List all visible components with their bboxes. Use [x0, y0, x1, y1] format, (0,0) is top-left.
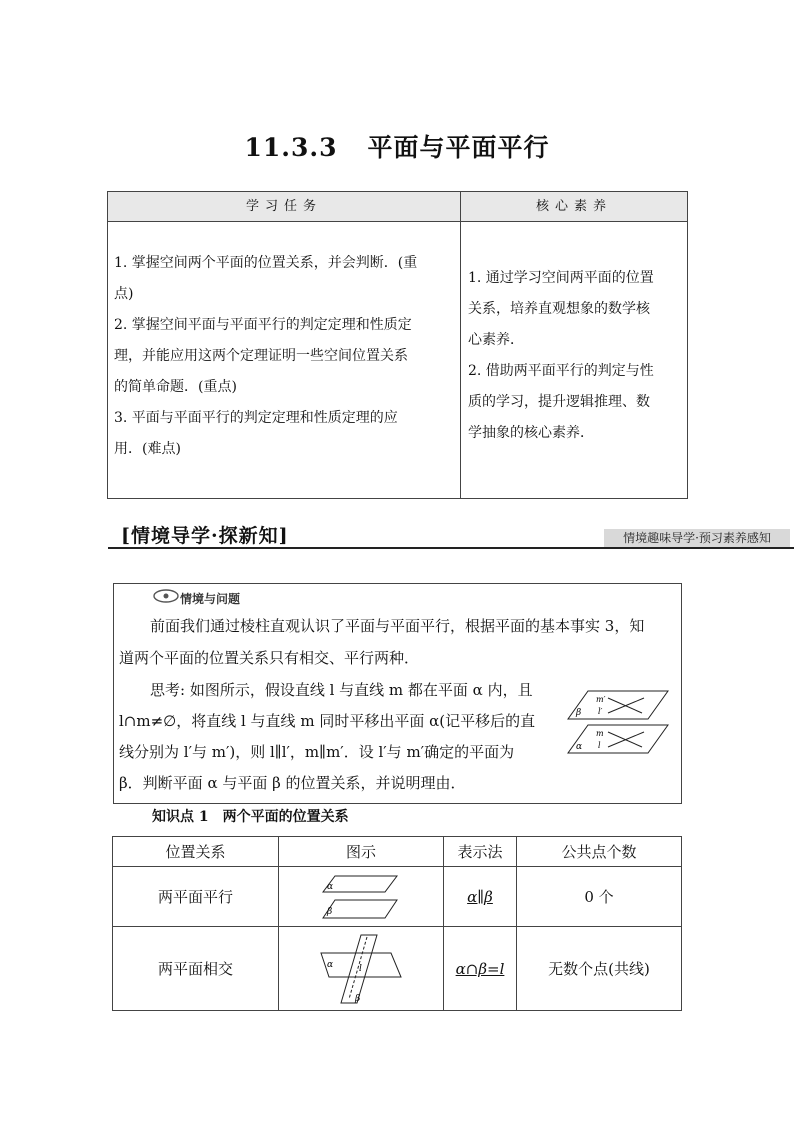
task-line: 的简单命题．(重点) — [114, 379, 237, 395]
literacy-line: 1. 通过学习空间两平面的位置 — [468, 270, 654, 286]
notation-cell — [444, 927, 517, 1011]
situation-line-1: 前面我们通过棱柱直观认识了平面与平面平行，根据平面的基本事实 3，知 — [150, 617, 645, 635]
position-relation-table — [112, 836, 682, 1011]
notation-cell — [444, 867, 517, 927]
count-cell: 无数个点(共线) — [517, 927, 682, 1011]
fig-line-l: l — [359, 963, 362, 974]
col-header: 公共点个数 — [517, 837, 682, 867]
relation-cell: 两平面相交 — [113, 927, 279, 1011]
fig-beta: β — [327, 906, 333, 917]
fig-top-l: l′ — [598, 707, 603, 716]
column-divider — [460, 192, 461, 498]
literacy-column — [468, 263, 654, 449]
literacy-line: 2. 借助两平面平行的判定与性 — [468, 363, 654, 379]
header-core-literacy: 核心素养 — [461, 192, 687, 222]
literacy-line: 质的学习，提升逻辑推理、数 — [468, 394, 650, 410]
section-title: [情境导学·探新知] — [121, 525, 289, 547]
figure-cell — [279, 867, 444, 927]
parallel-figure — [321, 872, 401, 922]
situation-line-4: l∩m≠∅，将直线 l 与直线 m 同时平移出平面 α(记平移后的直 — [119, 712, 536, 730]
fig-alpha: α — [327, 881, 334, 892]
fig-top-plane: β — [576, 708, 582, 718]
parallel-planes-figure — [566, 689, 670, 757]
notation-text: α∥β — [467, 887, 493, 906]
situation-icon — [152, 588, 180, 604]
header-learning-tasks: 学习任务 — [108, 192, 460, 222]
task-table — [107, 191, 688, 499]
table-header-row — [113, 837, 682, 867]
literacy-line: 学抽象的核心素养． — [468, 425, 594, 441]
intersect-figure — [319, 931, 403, 1007]
col-header: 位置关系 — [113, 837, 279, 867]
fig-top-m: m′ — [596, 695, 606, 704]
notation-text: α∩β=l — [455, 959, 505, 978]
page-title — [0, 128, 794, 164]
col-header: 表示法 — [444, 837, 517, 867]
situation-line-5: 线分别为 l′与 m′)，则 l∥l′，m∥m′．设 l′与 m′确定的平面为 — [119, 743, 515, 761]
section-number: 11.3.3 — [244, 133, 338, 162]
table-row — [113, 867, 682, 927]
literacy-line: 心素养． — [468, 332, 524, 348]
situation-line-2: 道两个平面的位置关系只有相交、平行两种． — [119, 649, 420, 667]
count-cell: 0 个 — [517, 867, 682, 927]
knowledge-point-title: 知识点 1 两个平面的位置关系 — [152, 809, 349, 825]
section-divider — [108, 547, 794, 549]
fig-bot-l: l — [598, 741, 601, 750]
task-line: 用．(难点) — [114, 441, 181, 457]
title-text: 平面与平面平行 — [367, 133, 550, 162]
fig-bot-m: m — [596, 729, 604, 738]
col-header: 图示 — [279, 837, 444, 867]
situation-label: 情境与问题 — [180, 592, 241, 606]
section-tag: 情境趣味导学·预习素养感知 — [604, 529, 790, 548]
task-line: 1. 掌握空间两个平面的位置关系，并会判断．(重 — [114, 255, 418, 271]
tasks-column — [114, 248, 417, 465]
fig-alpha: α — [327, 959, 334, 970]
fig-bot-plane: α — [576, 742, 583, 752]
task-line: 理，并能应用这两个定理证明一些空间位置关系 — [114, 348, 408, 364]
fig-beta: β — [355, 993, 361, 1004]
figure-cell — [279, 927, 444, 1011]
task-line: 2. 掌握空间平面与平面平行的判定定理和性质定 — [114, 317, 412, 333]
situation-line-3: 思考: 如图所示，假设直线 l 与直线 m 都在平面 α 内，且 — [150, 681, 533, 699]
relation-cell: 两平面平行 — [113, 867, 279, 927]
table-row — [113, 927, 682, 1011]
task-line: 点) — [114, 286, 134, 302]
task-line: 3. 平面与平面平行的判定定理和性质定理的应 — [114, 410, 398, 426]
literacy-line: 关系，培养直观想象的数学核 — [468, 301, 650, 317]
situation-line-6: β．判断平面 α 与平面 β 的位置关系，并说明理由． — [119, 774, 466, 792]
